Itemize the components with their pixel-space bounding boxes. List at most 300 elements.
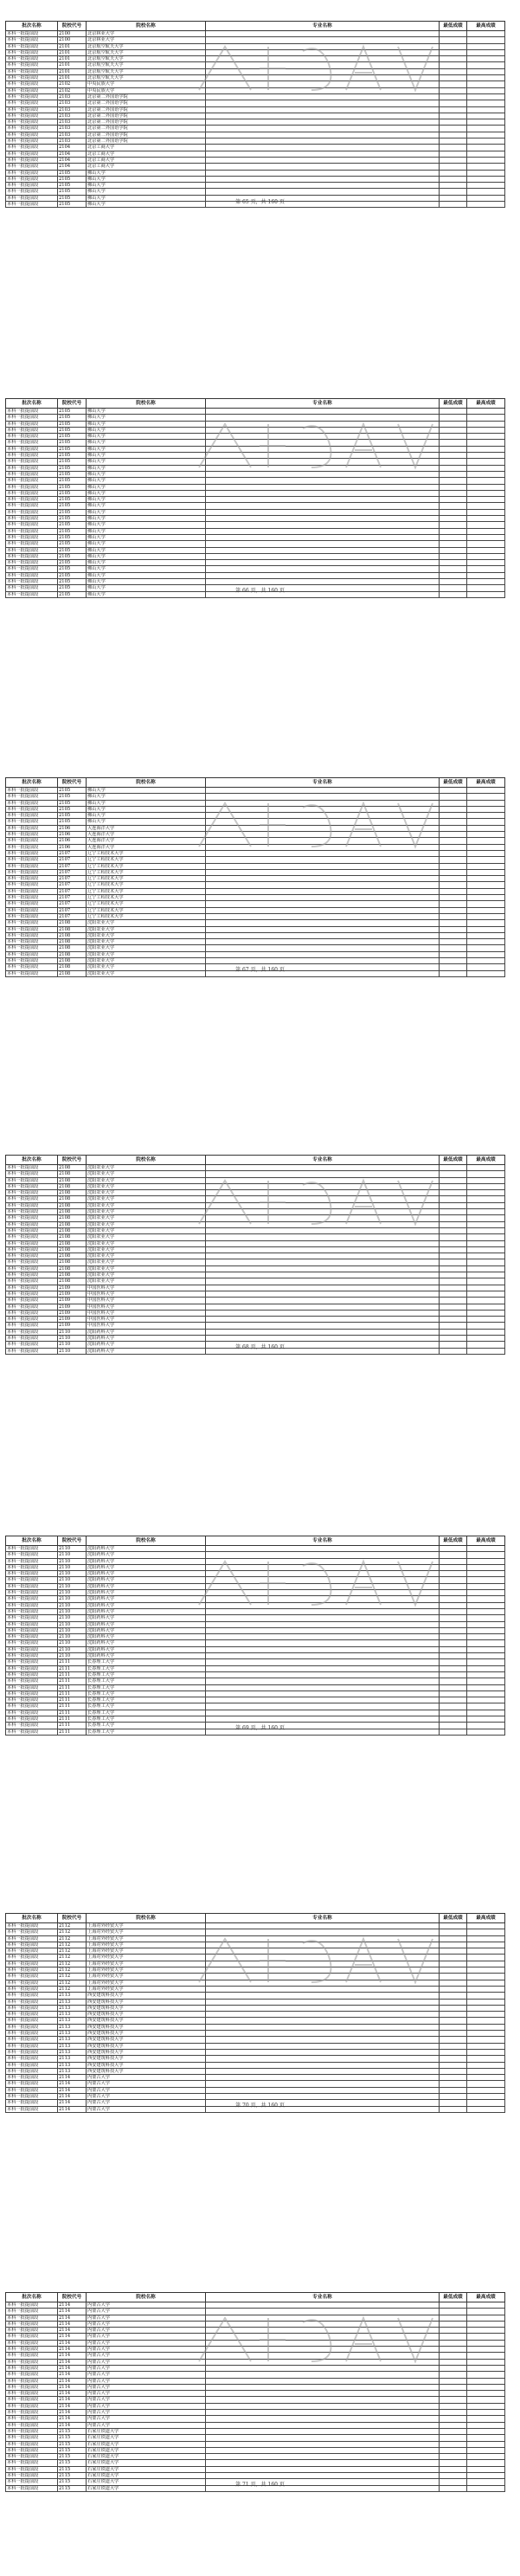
table-cell: 本科一批提前段 — [6, 2315, 58, 2321]
table-cell — [206, 2473, 440, 2479]
table-cell — [467, 471, 505, 477]
table-cell: 本科一批提前段 — [6, 75, 58, 81]
table-cell: 本科一批提前段 — [6, 1967, 58, 1974]
table-cell — [467, 2410, 505, 2416]
table-cell: 2114 — [58, 2081, 87, 2087]
table-cell: 辽宁工程技术大学 — [87, 863, 206, 869]
table-cell — [467, 1165, 505, 1171]
table-cell — [440, 490, 467, 496]
table-cell — [440, 164, 467, 170]
table-cell: 2108 — [58, 932, 87, 938]
table-row — [6, 1659, 505, 1665]
page-footer: 第 70 页，共 160 页 — [235, 2103, 285, 2109]
table-cell — [467, 913, 505, 919]
table-cell: 中国医科大学 — [87, 1285, 206, 1291]
table-cell: 本科一批提前段 — [6, 1336, 58, 1342]
table-row — [6, 1716, 505, 1723]
table-cell: 佛山大学 — [87, 478, 206, 484]
table-header-row — [6, 22, 505, 31]
table-cell — [206, 440, 440, 446]
table-cell — [467, 863, 505, 869]
table-row — [6, 2378, 505, 2384]
table-cell: 北京工商大学 — [87, 164, 206, 170]
table-cell — [467, 1171, 505, 1177]
table-cell — [206, 920, 440, 926]
table-cell: 石家庄铁道大学 — [87, 2428, 206, 2434]
table-row — [6, 1923, 505, 1929]
table-cell: 2108 — [58, 1202, 87, 1208]
table-cell — [206, 2347, 440, 2353]
table-cell — [467, 958, 505, 964]
table-header-row — [6, 1914, 505, 1923]
table-cell — [467, 81, 505, 87]
table-cell: 2113 — [58, 2005, 87, 2011]
table-cell: 2101 — [58, 62, 87, 68]
table-cell — [206, 1285, 440, 1291]
table-cell — [206, 1671, 440, 1678]
table-cell: 辽宁工程技术大学 — [87, 913, 206, 919]
table-row — [6, 1183, 505, 1189]
table-row — [6, 516, 505, 522]
table-cell — [206, 1265, 440, 1272]
table-cell — [440, 1329, 467, 1335]
table-cell — [206, 788, 440, 794]
table-cell: 本科一批提前段 — [6, 1935, 58, 1942]
admission-score-table — [5, 398, 505, 598]
table-cell: 西安建筑科技大学 — [87, 2043, 206, 2049]
table-cell — [206, 1590, 440, 1596]
table-cell: 本科一批提前段 — [6, 484, 58, 490]
table-cell: 2115 — [58, 2460, 87, 2466]
table-cell: 本科一批提前段 — [6, 1929, 58, 1935]
table-cell: 本科一批提前段 — [6, 440, 58, 446]
table-cell — [440, 100, 467, 106]
table-row — [6, 100, 505, 106]
table-cell — [467, 945, 505, 951]
table-cell — [467, 1929, 505, 1935]
table-cell — [440, 1986, 467, 1992]
table-cell: 佛山大学 — [87, 446, 206, 452]
table-cell: 本科一批提前段 — [6, 1253, 58, 1259]
table-cell: 本科一批提前段 — [6, 1215, 58, 1221]
table-cell — [467, 145, 505, 151]
table-cell: 沈阳药科大学 — [87, 1615, 206, 1621]
table-cell: 内蒙古大学 — [87, 2340, 206, 2346]
table-cell: 辽宁工程技术大学 — [87, 882, 206, 888]
table-cell — [206, 56, 440, 62]
table-cell — [467, 1552, 505, 1558]
table-cell: 2115 — [58, 2447, 87, 2453]
table-cell: 本科一批提前段 — [6, 202, 58, 208]
table-cell: 沈阳农业大学 — [87, 926, 206, 932]
table-cell: 佛山大学 — [87, 806, 206, 812]
table-cell: 2105 — [58, 484, 87, 490]
table-cell: 佛山大学 — [87, 503, 206, 509]
table-cell: 本科一批提前段 — [6, 1190, 58, 1196]
table-row — [6, 446, 505, 452]
page-footer: 第 65 页，共 160 页 — [235, 199, 285, 206]
table-row — [6, 503, 505, 509]
table-cell: 2108 — [58, 1221, 87, 1227]
table-cell — [206, 1967, 440, 1974]
table-row — [6, 1253, 505, 1259]
table-row — [6, 409, 505, 415]
table-cell: 佛山大学 — [87, 183, 206, 189]
table-cell: 本科一批提前段 — [6, 1183, 58, 1189]
table-cell — [206, 2087, 440, 2093]
table-cell — [206, 2334, 440, 2340]
table-cell — [440, 1571, 467, 1577]
table-cell: 2108 — [58, 1183, 87, 1189]
table-cell — [467, 844, 505, 850]
table-cell — [467, 1209, 505, 1215]
table-cell — [467, 882, 505, 888]
page-footer: 第 66 页，共 160 页 — [235, 588, 285, 594]
table-cell: 2108 — [58, 1259, 87, 1265]
table-cell: 2108 — [58, 939, 87, 945]
table-cell — [206, 2321, 440, 2327]
table-cell: 2115 — [58, 2454, 87, 2460]
table-row — [6, 857, 505, 863]
table-cell — [467, 794, 505, 800]
table-cell — [467, 907, 505, 913]
table-cell — [467, 572, 505, 578]
table-cell: 2113 — [58, 1993, 87, 1999]
table-cell: 佛山大学 — [87, 415, 206, 421]
table-cell — [206, 945, 440, 951]
table-cell: 2115 — [58, 2485, 87, 2491]
table-cell: 2105 — [58, 421, 87, 427]
table-row — [6, 800, 505, 806]
table-cell: 上海对外经贸大学 — [87, 1986, 206, 1992]
table-cell: 沈阳农业大学 — [87, 958, 206, 964]
table-cell — [206, 1209, 440, 1215]
table-cell — [467, 1974, 505, 1980]
table-cell: 佛山大学 — [87, 453, 206, 459]
table-cell — [440, 2012, 467, 2018]
table-cell — [206, 1634, 440, 1640]
table-cell — [440, 863, 467, 869]
table-cell — [206, 31, 440, 37]
table-cell — [467, 2024, 505, 2030]
table-cell: 本科一批提前段 — [6, 1646, 58, 1652]
table-row — [6, 119, 505, 126]
table-cell — [440, 1690, 467, 1697]
table-cell: 西安建筑科技大学 — [87, 2012, 206, 2018]
table-cell: 佛山大学 — [87, 534, 206, 540]
table-cell — [440, 1202, 467, 1208]
table-cell — [440, 869, 467, 875]
table-cell — [440, 1602, 467, 1608]
table-cell: 2108 — [58, 1190, 87, 1196]
table-cell: 2113 — [58, 2062, 87, 2068]
table-row — [6, 1571, 505, 1577]
table-cell: 本科一批提前段 — [6, 1278, 58, 1285]
column-header: 院校名称 — [87, 1156, 206, 1165]
table-row — [6, 145, 505, 151]
table-cell: 2110 — [58, 1552, 87, 1558]
table-cell — [440, 1558, 467, 1564]
table-row — [6, 1684, 505, 1690]
table-cell — [467, 1602, 505, 1608]
table-cell — [467, 75, 505, 81]
table-cell: 沈阳农业大学 — [87, 920, 206, 926]
page-footer: 第 69 页，共 160 页 — [235, 1725, 285, 1731]
table-cell: 本科一批提前段 — [6, 1723, 58, 1729]
table-row — [6, 1329, 505, 1335]
table-cell — [467, 2403, 505, 2409]
table-cell: 本科一批提前段 — [6, 1304, 58, 1310]
table-row — [6, 1986, 505, 1992]
column-header: 批次名称 — [6, 2293, 58, 2302]
table-cell: 沈阳农业大学 — [87, 1202, 206, 1208]
table-cell — [467, 453, 505, 459]
table-cell: 2114 — [58, 2416, 87, 2422]
table-cell — [206, 1253, 440, 1259]
table-cell: 2112 — [58, 1948, 87, 1955]
table-row — [6, 1285, 505, 1291]
table-cell: 本科一批提前段 — [6, 1942, 58, 1948]
table-cell — [206, 503, 440, 509]
table-cell: 2105 — [58, 541, 87, 547]
table-cell — [206, 497, 440, 503]
table-cell — [440, 1265, 467, 1272]
table-row — [6, 2334, 505, 2340]
table-cell: 2115 — [58, 2435, 87, 2441]
table-cell: 本科一批提前段 — [6, 1590, 58, 1596]
table-cell — [206, 1948, 440, 1955]
table-row — [6, 1690, 505, 1697]
table-header-row — [6, 778, 505, 788]
table-cell — [440, 882, 467, 888]
table-cell — [440, 1942, 467, 1948]
table-cell: 沈阳药科大学 — [87, 1583, 206, 1589]
column-header: 专业名称 — [206, 22, 440, 31]
table-cell: 2110 — [58, 1608, 87, 1614]
table-cell: 沈阳药科大学 — [87, 1564, 206, 1570]
table-cell: 本科一批提前段 — [6, 2485, 58, 2491]
table-cell — [440, 932, 467, 938]
table-cell: 本科一批提前段 — [6, 2378, 58, 2384]
table-cell: 2111 — [58, 1665, 87, 1671]
table-cell — [206, 1602, 440, 1608]
table-cell: 沈阳农业大学 — [87, 1215, 206, 1221]
table-row — [6, 832, 505, 838]
table-row — [6, 1577, 505, 1583]
table-cell: 本科一批提前段 — [6, 1634, 58, 1640]
table-cell: 内蒙古大学 — [87, 2334, 206, 2340]
table-cell: 本科一批提前段 — [6, 471, 58, 477]
table-cell: 本科一批提前段 — [6, 2473, 58, 2479]
table-cell: 2110 — [58, 1615, 87, 1621]
table-cell — [467, 1272, 505, 1278]
table-row — [6, 1640, 505, 1646]
table-cell: 本科一批提前段 — [6, 1272, 58, 1278]
table-cell — [467, 56, 505, 62]
table-cell: 2105 — [58, 459, 87, 465]
table-row — [6, 528, 505, 534]
table-cell: 内蒙古大学 — [87, 2422, 206, 2428]
table-cell: 本科一批提前段 — [6, 157, 58, 163]
table-cell — [440, 1177, 467, 1183]
table-row — [6, 1558, 505, 1564]
table-cell — [440, 1272, 467, 1278]
table-cell: 本科一批提前段 — [6, 2460, 58, 2466]
table-cell: 2114 — [58, 2422, 87, 2428]
table-row — [6, 1240, 505, 1246]
table-row — [6, 1602, 505, 1608]
table-cell: 石家庄铁道大学 — [87, 2466, 206, 2472]
table-cell — [467, 1336, 505, 1342]
table-cell — [467, 876, 505, 882]
table-cell: 沈阳农业大学 — [87, 1240, 206, 1246]
table-cell — [206, 1323, 440, 1329]
table-cell: 上海对外经贸大学 — [87, 1948, 206, 1955]
column-header: 批次名称 — [6, 1156, 58, 1165]
table-cell — [440, 1234, 467, 1240]
table-cell: 2105 — [58, 465, 87, 471]
table-cell: 2110 — [58, 1621, 87, 1627]
table-cell: 2107 — [58, 895, 87, 901]
table-cell: 2115 — [58, 2441, 87, 2447]
table-cell: 佛山大学 — [87, 516, 206, 522]
table-cell: 本科一批提前段 — [6, 1621, 58, 1627]
table-cell: 佛山大学 — [87, 553, 206, 559]
table-row — [6, 2094, 505, 2100]
table-cell — [467, 2340, 505, 2346]
table-cell: 石家庄铁道大学 — [87, 2485, 206, 2491]
table-cell: 本科一批提前段 — [6, 1342, 58, 1348]
table-cell — [467, 869, 505, 875]
table-cell: 2114 — [58, 2334, 87, 2340]
table-row — [6, 453, 505, 459]
table-cell: 本科一批提前段 — [6, 1265, 58, 1272]
table-cell — [440, 183, 467, 189]
table-cell — [467, 920, 505, 926]
table-cell: 本科一批提前段 — [6, 409, 58, 415]
table-cell — [467, 183, 505, 189]
table-row — [6, 56, 505, 62]
table-cell — [206, 1608, 440, 1614]
table-cell — [206, 1298, 440, 1304]
table-cell: 本科一批提前段 — [6, 806, 58, 812]
table-cell — [440, 857, 467, 863]
table-cell — [206, 2037, 440, 2043]
table-cell: 2105 — [58, 591, 87, 597]
table-cell — [440, 1659, 467, 1665]
table-cell: 2114 — [58, 2309, 87, 2315]
table-cell — [440, 844, 467, 850]
table-cell: 内蒙古大学 — [87, 2321, 206, 2327]
table-cell — [467, 1291, 505, 1297]
table-cell: 2108 — [58, 1265, 87, 1272]
table-cell: 内蒙古大学 — [87, 2397, 206, 2403]
table-cell — [206, 1165, 440, 1171]
table-cell: 内蒙古大学 — [87, 2328, 206, 2334]
table-cell: 2112 — [58, 1929, 87, 1935]
table-cell: 本科一批提前段 — [6, 1317, 58, 1323]
table-cell — [440, 497, 467, 503]
table-cell — [206, 1310, 440, 1316]
table-cell: 辽宁工程技术大学 — [87, 857, 206, 863]
table-cell — [467, 2005, 505, 2011]
table-cell: 本科一批提前段 — [6, 1653, 58, 1659]
table-row — [6, 189, 505, 195]
table-cell — [440, 2422, 467, 2428]
table-row — [6, 2062, 505, 2068]
table-cell: 2115 — [58, 2479, 87, 2485]
table-cell — [206, 541, 440, 547]
table-cell — [206, 913, 440, 919]
table-row — [6, 572, 505, 578]
table-cell: 本科一批提前段 — [6, 2340, 58, 2346]
table-cell: 沈阳农业大学 — [87, 1171, 206, 1177]
table-cell — [440, 2018, 467, 2024]
table-cell: 北京第二外国语学院 — [87, 100, 206, 106]
table-cell: 长春理工大学 — [87, 1716, 206, 1723]
table-cell: 西安建筑科技大学 — [87, 2062, 206, 2068]
table-cell — [467, 2365, 505, 2371]
table-cell — [467, 1304, 505, 1310]
table-cell: 西安建筑科技大学 — [87, 2056, 206, 2062]
table-cell — [467, 1183, 505, 1189]
table-cell: 长春理工大学 — [87, 1665, 206, 1671]
table-cell: 本科一批提前段 — [6, 1196, 58, 1202]
table-row — [6, 1202, 505, 1208]
table-row — [6, 844, 505, 850]
table-row — [6, 2473, 505, 2479]
table-cell — [440, 572, 467, 578]
table-cell: 上海对外经贸大学 — [87, 1980, 206, 1986]
table-cell: 2107 — [58, 907, 87, 913]
table-cell — [440, 958, 467, 964]
table-row — [6, 1678, 505, 1684]
table-cell: 沈阳农业大学 — [87, 1253, 206, 1259]
table-cell: 本科一批提前段 — [6, 1209, 58, 1215]
table-cell — [440, 113, 467, 119]
column-header: 批次名称 — [6, 778, 58, 788]
table-cell: 本科一批提前段 — [6, 800, 58, 806]
table-cell: 2110 — [58, 1646, 87, 1652]
table-cell: 2112 — [58, 1986, 87, 1992]
table-cell: 本科一批提前段 — [6, 1202, 58, 1208]
table-row — [6, 81, 505, 87]
table-cell — [467, 1577, 505, 1583]
table-cell: 2105 — [58, 788, 87, 794]
table-cell — [440, 920, 467, 926]
table-cell — [467, 68, 505, 74]
table-cell: 沈阳农业大学 — [87, 1265, 206, 1272]
table-cell — [440, 888, 467, 894]
table-cell — [467, 106, 505, 113]
table-cell: 2107 — [58, 901, 87, 907]
column-header: 院校代号 — [58, 1536, 87, 1546]
table-cell: 本科一批提前段 — [6, 819, 58, 825]
table-cell: 本科一批提前段 — [6, 43, 58, 49]
table-cell — [440, 2359, 467, 2365]
table-cell: 佛山大学 — [87, 572, 206, 578]
table-cell: 2110 — [58, 1342, 87, 1348]
table-cell: 佛山大学 — [87, 484, 206, 490]
table-cell — [467, 2428, 505, 2434]
table-cell — [206, 1659, 440, 1665]
table-row — [6, 497, 505, 503]
table-cell — [467, 895, 505, 901]
table-row — [6, 1703, 505, 1710]
table-row — [6, 1671, 505, 1678]
table-cell: 2112 — [58, 1923, 87, 1929]
column-header: 最高成绩 — [467, 399, 505, 409]
